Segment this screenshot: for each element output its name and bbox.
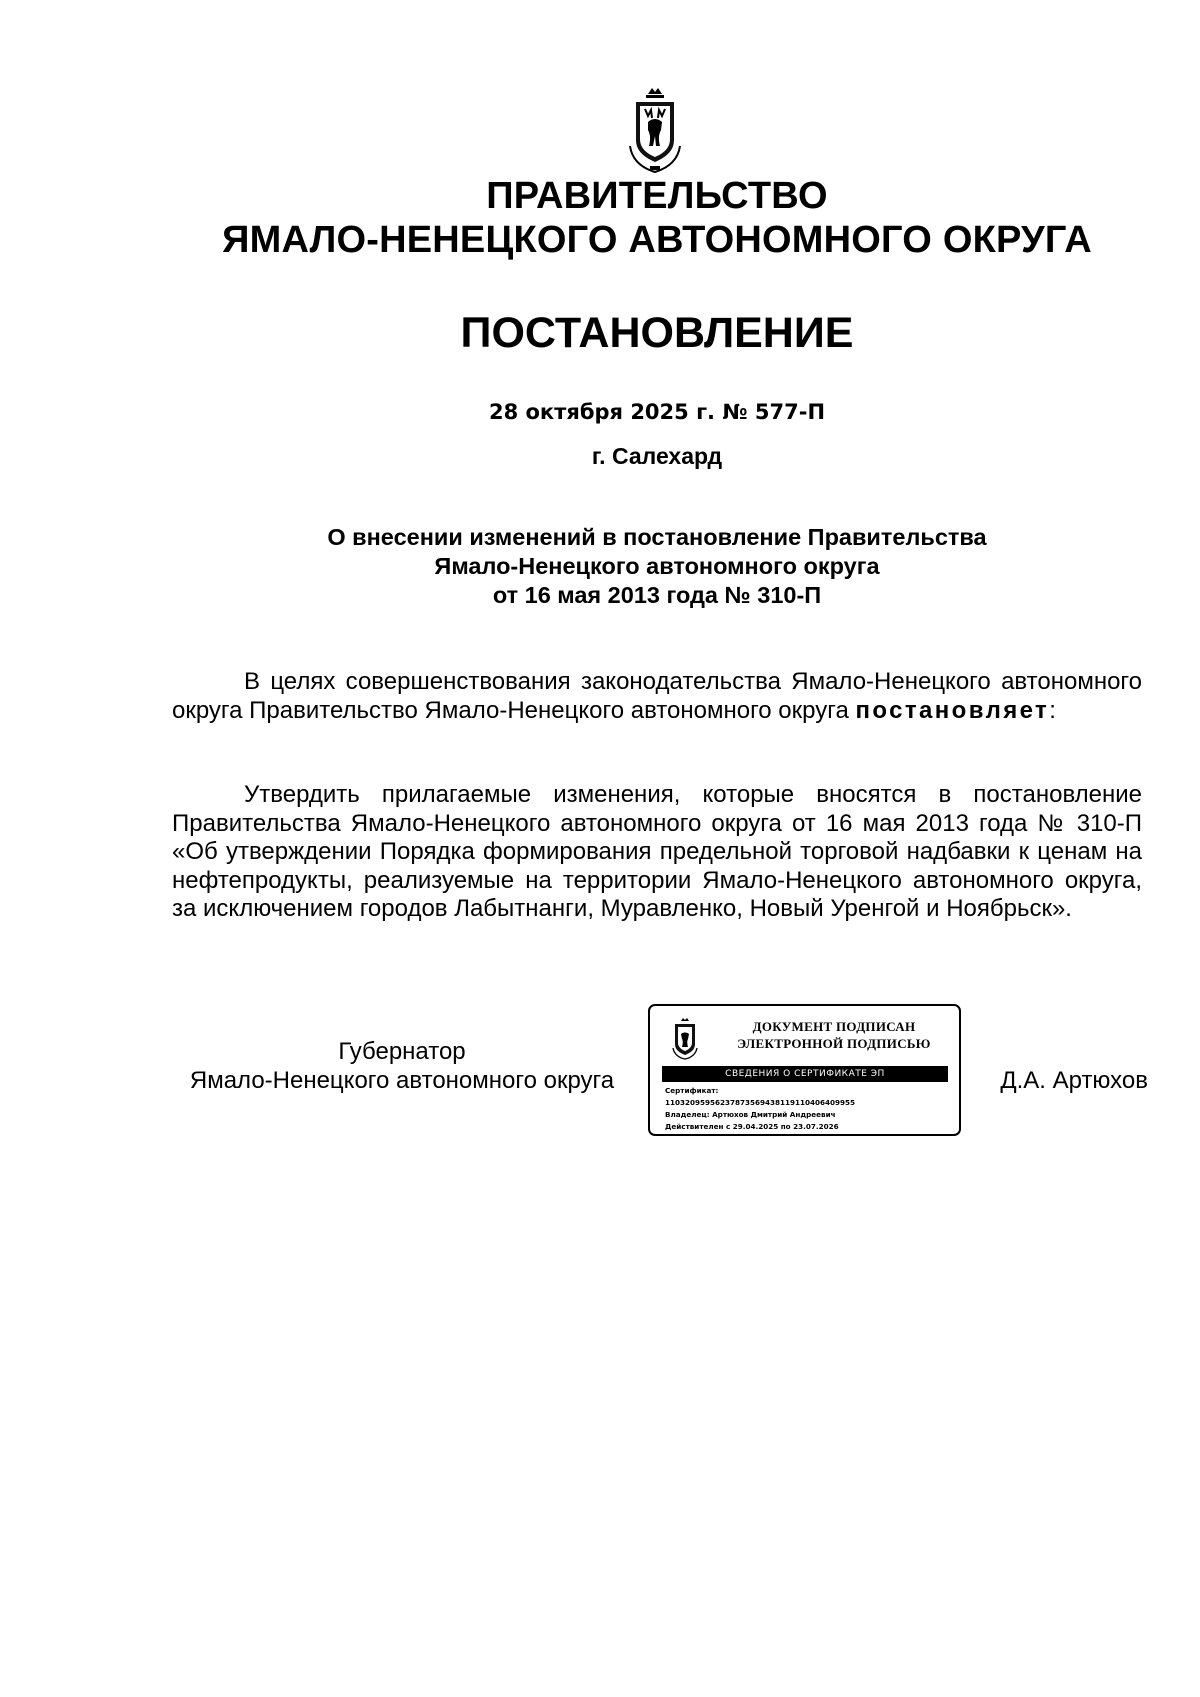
organization-name-line2: ЯМАЛО-НЕНЕЦКОГО АВТОНОМНОГО ОКРУГА [222, 219, 1092, 261]
document-type: ПОСТАНОВЛЕНИЕ [460, 309, 854, 357]
organization-name-line1: ПРАВИТЕЛЬСТВО [486, 175, 828, 217]
stamp-cert-number: 110320959562378735694381191104064099​55 [665, 1098, 856, 1107]
stamp-title [714, 1018, 954, 1052]
signatory-position [172, 1037, 632, 1095]
stamp-title-line2: ЭЛЕКТРОННОЙ ПОДПИСЬЮ [737, 1036, 931, 1051]
stamp-certificate-info [665, 1085, 955, 1133]
document-city: г. Салехард [591, 443, 723, 469]
subject-line3: от 16 мая 2013 года № 310-П [492, 582, 822, 608]
subject-line2: Ямало-Ненецкого автономного округа [434, 553, 880, 579]
stamp-emblem-icon [672, 1018, 698, 1060]
electronic-signature-stamp [648, 1004, 961, 1136]
stamp-certificate-bar: СВЕДЕНИЯ О СЕРТИФИКАТЕ ЭП [662, 1066, 948, 1082]
stamp-validity: Действителен с 29.04.2025 по 23.07.2026 [665, 1122, 839, 1131]
stamp-title-line1: ДОКУМЕНТ ПОДПИСАН [752, 1019, 916, 1034]
signatory-name: Д.А. Артюхов [1000, 1067, 1148, 1094]
resolves-keyword: постановляет [855, 696, 1050, 724]
document-subject [0, 523, 1200, 610]
subject-line1: О внесении изменений в постановление Правительства [327, 524, 987, 550]
coat-of-arms-emblem [628, 86, 682, 176]
preamble-paragraph [172, 668, 1142, 725]
signatory-position-line2: Ямало-Ненецкого автономного округа [189, 1067, 615, 1094]
preamble-colon: : [1049, 696, 1056, 724]
document-date-number: 28 октября 2025 г. № 577-П [488, 400, 826, 424]
stamp-owner: Владелец: Артюхов Дмитрий Андреевич [665, 1110, 836, 1119]
stamp-cert-label: Сертификат: [665, 1086, 719, 1095]
preamble-text: В целях совершенствования законодательства Ямало-Ненецкого автономного округа Правительство Ямало-Ненецкого автономного округа [172, 668, 1142, 724]
signatory-position-line1: Губернатор [338, 1038, 466, 1065]
operative-paragraph: Утвердить прилагаемые изменения, которые вносятся в постановление Правительства Ямало-Ненецкого автономного округа от 16 мая 2013 года № 310-П «Об утверждении Порядка формирования предельной торговой надбавки к ценам на нефтепродукты, реализуемые на территории Ямало-Ненецкого автономного округа, за исключением городов Лабытнанги, Муравленко, Новый Уренгой и Ноябрьск». [172, 781, 1142, 922]
